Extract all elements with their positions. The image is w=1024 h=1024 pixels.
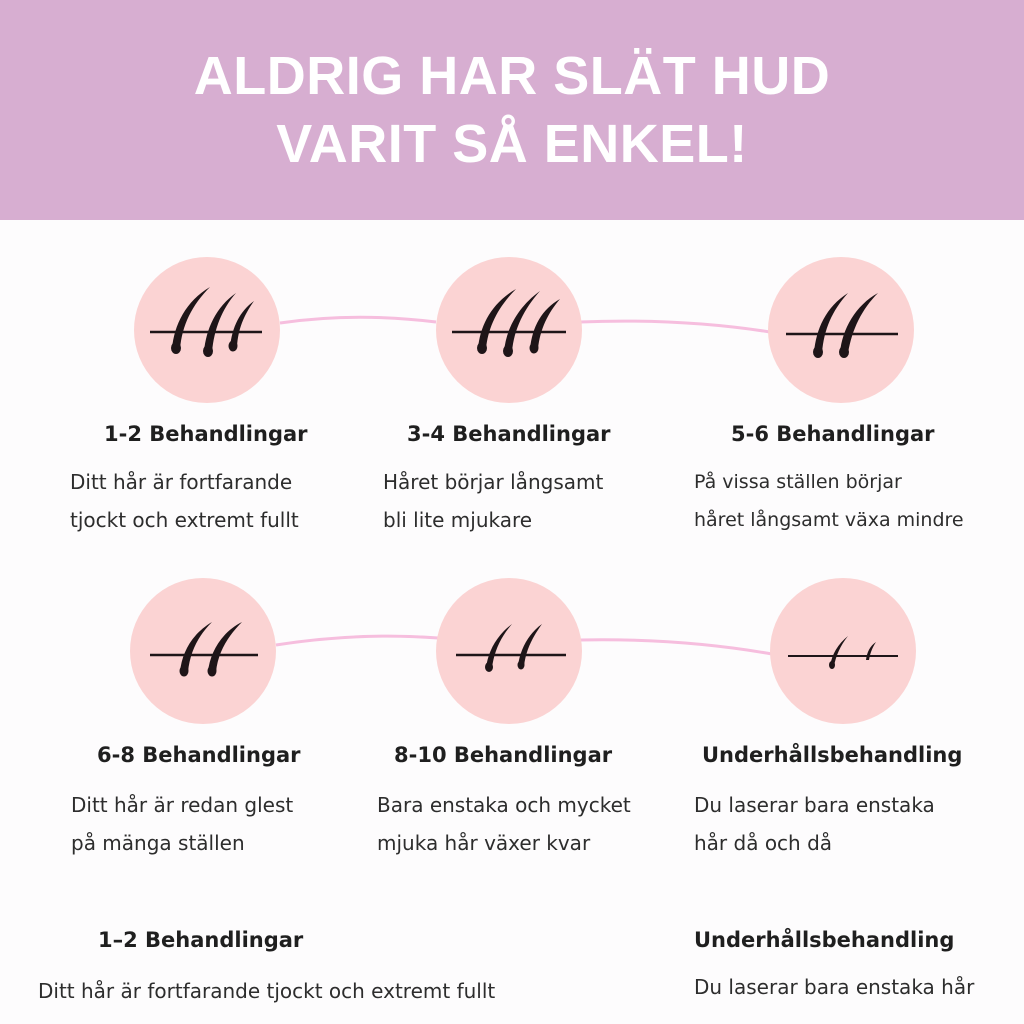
stage-3-title: 5-6 Behandlingar [731,422,935,446]
stage-5-desc-line-1: Bara enstaka och mycket [377,793,631,817]
stage-1-title: 1-2 Behandlingar [104,422,308,446]
stage-6-circle [770,578,916,724]
stage-2-description [383,463,603,539]
hair-faint-icon [770,578,916,724]
connector-row-1b [580,321,770,332]
hair-thin-2-icon [436,578,582,724]
stage-4-desc-line-1: Ditt hår är redan glest [71,793,294,817]
stage-3-circle [768,257,914,403]
footer-left-description [38,972,495,1010]
connector-row-2b [580,640,772,654]
hair-thick-3-icon [436,257,582,403]
stage-6-description [694,786,935,862]
hair-2-icon [768,257,914,403]
header-banner [0,0,1024,220]
stage-1-desc-line-1: Ditt hår är fortfarande [70,470,293,494]
stage-4-title: 6-8 Behandlingar [97,743,301,767]
footer-right-title: Underhållsbehandling [694,928,955,952]
connector-row-1 [280,317,436,323]
footer-left-title: 1–2 Behandlingar [98,928,304,952]
stage-2-desc-line-2: bli lite mjukare [383,508,533,532]
page-title-line-2: VARIT SÅ ENKEL! [276,114,748,174]
stage-5-desc-line-2: mjuka hår växer kvar [377,831,591,855]
stage-4-circle [130,578,276,724]
stage-2-title: 3-4 Behandlingar [407,422,611,446]
stage-4-description [71,786,293,862]
stage-5-circle [436,578,582,724]
stage-3-description [694,463,964,539]
hair-thick-3-icon [134,257,280,403]
stage-6-desc-line-2: hår då och då [694,831,833,855]
stage-4-desc-line-2: på mänga ställen [71,831,245,855]
stage-1-desc-line-2: tjockt och extremt fullt [70,508,299,532]
stage-6-desc-line-1: Du laserar bara enstaka [694,793,935,817]
stage-2-desc-line-1: Håret börjar långsamt [383,470,604,494]
stage-6-title: Underhållsbehandling [702,743,963,767]
footer-right-description [694,968,974,1006]
connector-row-2 [276,636,438,645]
page-title-line-1: ALDRIG HAR SLÄT HUD [193,46,831,106]
page-title [194,42,830,178]
stage-3-desc-line-2: håret långsamt växa mindre [694,509,964,531]
stage-2-circle [436,257,582,403]
stage-5-description [377,786,631,862]
stage-1-circle [134,257,280,403]
stage-5-title: 8-10 Behandlingar [394,743,613,767]
footer-left-desc-line: Ditt hår är fortfarande tjockt och extremt fullt [38,979,496,1003]
stage-1-description [70,463,299,539]
stage-3-desc-line-1: På vissa ställen börjar [694,471,902,493]
hair-2-icon [130,578,276,724]
footer-right-desc-line: Du laserar bara enstaka hår [694,975,975,999]
